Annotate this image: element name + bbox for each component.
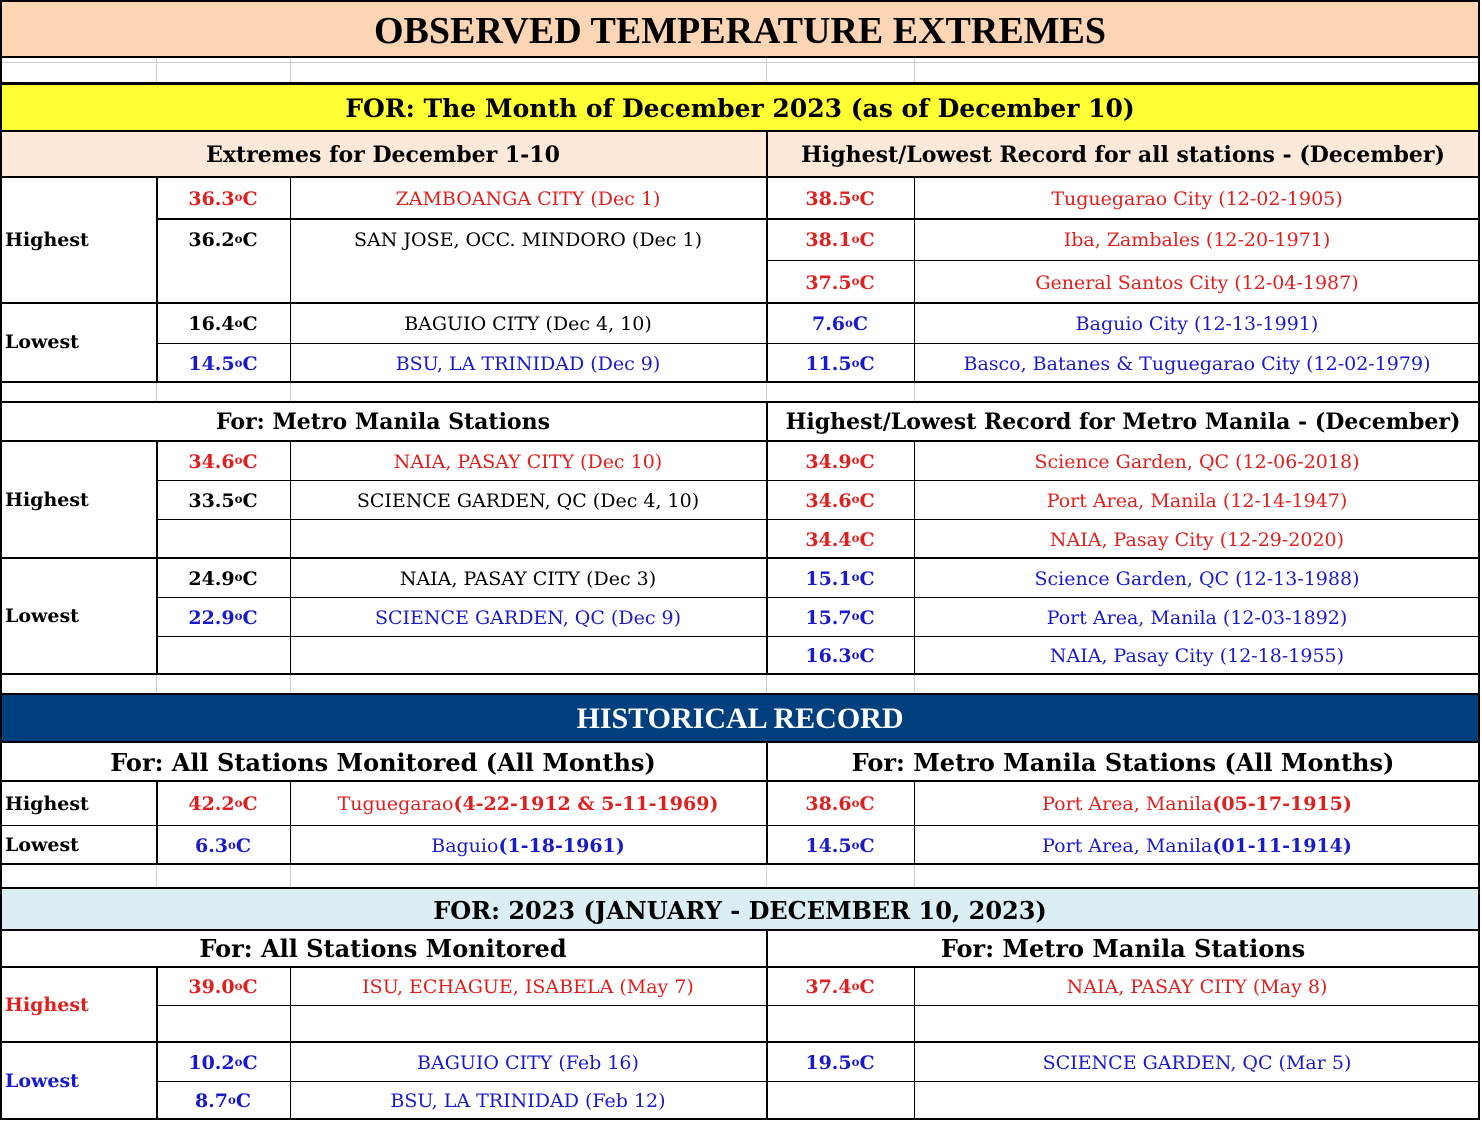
metro-lowest-label: Lowest (5, 604, 79, 627)
temperature-value: 16.4 $^o$ C (188, 313, 258, 335)
metro-highest-label: Highest (5, 489, 89, 511)
temperature-value: 38.1 $^o$ C (805, 229, 875, 251)
temperature-value: 36.3 $^o$ C (188, 187, 258, 210)
historical-title: HISTORICAL RECORD (576, 702, 904, 735)
temperature-value: 38.5 $^o$ C (805, 187, 875, 210)
historical-right-header: For: Metro Manila Stations (All Months) (851, 747, 1395, 777)
historical-lowest-label: Lowest (5, 834, 79, 856)
station-name: BAGUIO CITY (Dec 4, 10) (404, 313, 652, 335)
station-name: Science Garden, QC (12-13-1988) (1034, 567, 1360, 590)
temperature-value: 24.9 $^o$ C (188, 567, 258, 590)
station-name: Port Area, Manila (12-03-1892) (1046, 606, 1348, 629)
station-name: Port Area, Manila (01-11-1914) (1042, 835, 1352, 857)
station-name: Port Area, Manila (12-14-1947) (1046, 489, 1348, 512)
temperature-value: 34.9 $^o$ C (805, 450, 875, 473)
year-left-header: For: All Stations Monitored (199, 934, 567, 963)
temperature-value: 14.5 $^o$ C (805, 835, 875, 857)
temperature-value: 33.5 $^o$ C (188, 489, 258, 512)
temperature-value: 39.0 $^o$ C (188, 976, 258, 998)
temperature-value: 15.1 $^o$ C (805, 567, 875, 590)
temperature-value: 16.3 $^o$ C (805, 645, 875, 667)
temperature-value: 10.2 $^o$ C (188, 1052, 258, 1074)
temperature-value: 8.7 $^o$ C (194, 1090, 252, 1112)
month-banner: FOR: The Month of December 2023 (as of December 10) (345, 94, 1135, 123)
temperature-value: 14.5 $^o$ C (188, 353, 258, 375)
temperature-value: 34.6 $^o$ C (805, 489, 875, 512)
metro-right-header: Highest/Lowest Record for Metro Manila - (December) (785, 409, 1461, 435)
historical-highest-label: Highest (5, 793, 89, 815)
station-name: SAN JOSE, OCC. MINDORO (Dec 1) (353, 229, 702, 251)
page-title: OBSERVED TEMPERATURE EXTREMES (373, 9, 1107, 52)
temperature-value: 6.3 $^o$ C (194, 835, 252, 857)
year-highest-label: Highest (5, 994, 89, 1016)
station-name: BSU, LA TRINIDAD (Dec 9) (395, 353, 661, 375)
station-name: SCIENCE GARDEN, QC (Dec 4, 10) (356, 489, 700, 512)
year-banner: FOR: 2023 (JANUARY - DECEMBER 10, 2023) (433, 895, 1047, 925)
station-name: SCIENCE GARDEN, QC (Mar 5) (1042, 1052, 1352, 1074)
station-name: Tuguegarao City (12-02-1905) (1051, 187, 1343, 210)
temperature-value: 37.5 $^o$ C (805, 271, 875, 294)
temperature-value: 11.5 $^o$ C (805, 353, 875, 375)
station-name: Baguio (1-18-1961) (431, 835, 625, 857)
station-name: ISU, ECHAGUE, ISABELA (May 7) (362, 976, 694, 998)
historical-left-header: For: All Stations Monitored (All Months) (110, 747, 656, 777)
station-name: NAIA, PASAY CITY (Dec 10) (393, 450, 663, 473)
station-name: Science Garden, QC (12-06-2018) (1034, 450, 1360, 473)
station-name: General Santos City (12-04-1987) (1035, 271, 1359, 294)
station-name: Tuguegarao (4-22-1912 & 5-11-1969) (337, 793, 719, 815)
december-left-header: Extremes for December 1-10 (206, 141, 560, 168)
year-right-header: For: Metro Manila Stations (940, 934, 1306, 963)
station-name: NAIA, Pasay City (12-18-1955) (1049, 645, 1345, 667)
station-name: Port Area, Manila (05-17-1915) (1042, 793, 1352, 815)
station-name: Basco, Batanes & Tuguegarao City (12-02-1979) (963, 353, 1431, 375)
temperature-value: 7.6 $^o$ C (811, 313, 869, 335)
station-name: BSU, LA TRINIDAD (Feb 12) (390, 1090, 666, 1112)
station-name: ZAMBOANGA CITY (Dec 1) (395, 187, 661, 210)
station-name: Iba, Zambales (12-20-1971) (1063, 229, 1331, 251)
temperature-value: 34.4 $^o$ C (805, 528, 875, 551)
temperature-value: 15.7 $^o$ C (805, 606, 875, 629)
temperature-value: 38.6 $^o$ C (805, 793, 875, 815)
station-name: Baguio City (12-13-1991) (1075, 313, 1319, 335)
temperature-value: 36.2 $^o$ C (188, 229, 258, 251)
station-name: SCIENCE GARDEN, QC (Dec 9) (374, 606, 682, 629)
year-lowest-label: Lowest (5, 1070, 79, 1092)
metro-left-header: For: Metro Manila Stations (215, 409, 550, 435)
station-name: BAGUIO CITY (Feb 16) (417, 1052, 639, 1074)
temperature-value: 34.6 $^o$ C (188, 450, 258, 473)
station-name: NAIA, Pasay City (12-29-2020) (1049, 528, 1345, 551)
december-lowest-label: Lowest (5, 331, 79, 353)
december-right-header: Highest/Lowest Record for all stations - (December) (801, 141, 1445, 168)
december-highest-label: Highest (5, 229, 89, 251)
station-name: NAIA, PASAY CITY (May 8) (1066, 976, 1328, 998)
temperature-value: 42.2 $^o$ C (188, 793, 258, 815)
temperature-value: 37.4 $^o$ C (805, 976, 875, 998)
temperature-value: 19.5 $^o$ C (805, 1052, 875, 1074)
station-name: NAIA, PASAY CITY (Dec 3) (399, 567, 657, 590)
temperature-value: 22.9 $^o$ C (188, 606, 258, 629)
